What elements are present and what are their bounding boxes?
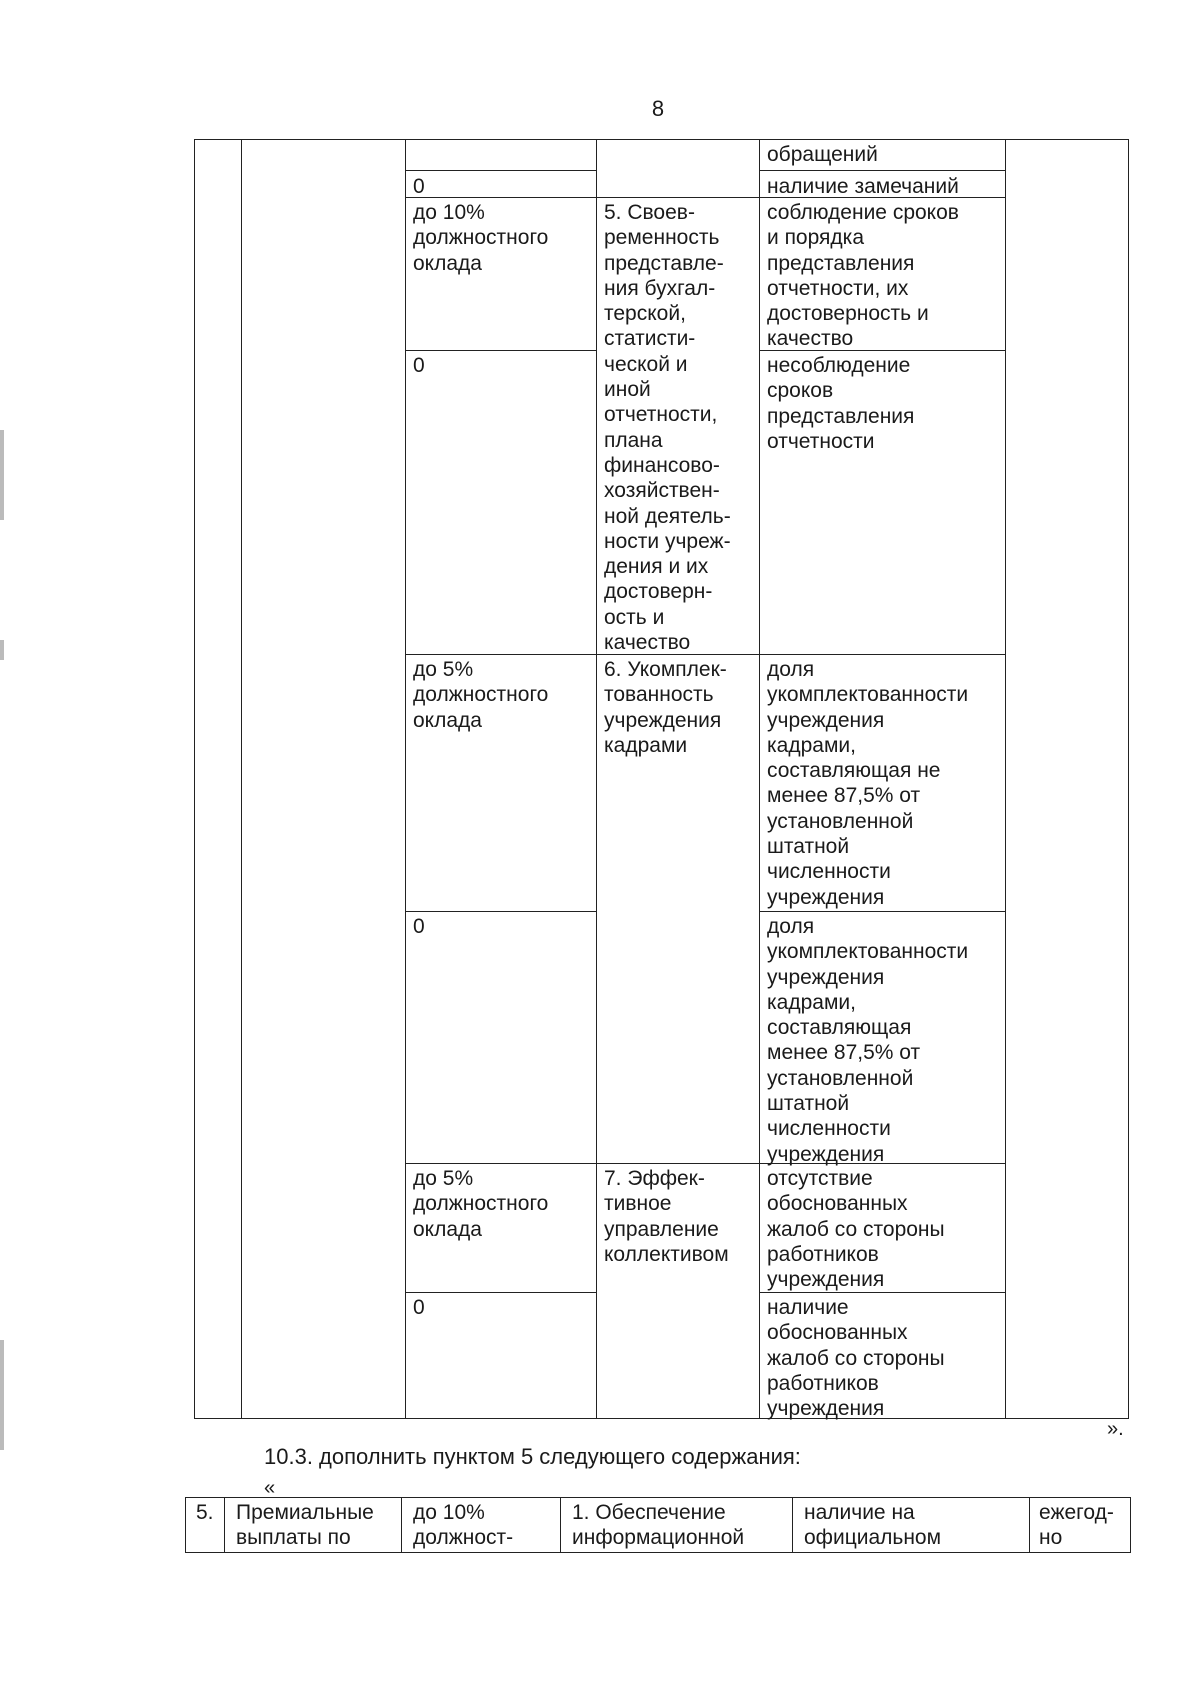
indicator-cell: наличие на официальном xyxy=(804,1501,942,1549)
payment-name-cell: Премиальные выплаты по xyxy=(236,1501,374,1549)
payment-cell: до 5% должностного оклада xyxy=(413,1167,549,1241)
closing-quote: ». xyxy=(1107,1418,1124,1440)
table-column-border xyxy=(792,1498,793,1552)
table-row-border xyxy=(759,170,1005,171)
scan-edge-mark xyxy=(0,640,4,660)
indicator-cell: доля укомплектованности учреждения кадрами, составляющая не менее 87,5% от установленной штатной численности учреждения xyxy=(767,658,969,909)
indicator-cell: несоблюдение сроков представления отчетности xyxy=(767,354,915,453)
indicator-cell: обращений xyxy=(767,143,878,166)
indicator-cell: соблюдение сроков и порядка представления отчетности, их достоверность и качество xyxy=(767,201,959,351)
opening-quote: « xyxy=(264,1477,276,1499)
indicator-cell: наличие обоснованных жалоб со стороны работников учреждения xyxy=(767,1296,945,1421)
period-cell: ежегод- но xyxy=(1039,1501,1114,1549)
criterion-cell: 5. Своев- ременность представле- ния бухгал- терской, статисти- ческой и иной отчетности, плана финансово- хозяйствен- ной деятель- ности учреж- дения и их достоверн- ость и качество xyxy=(604,201,731,655)
next-table xyxy=(185,1497,1131,1553)
payment-cell: 0 xyxy=(413,1296,425,1319)
table-column-border xyxy=(405,140,406,1418)
table-column-border xyxy=(224,1498,225,1552)
scan-edge-mark xyxy=(0,1340,4,1450)
table-row-border xyxy=(759,911,1005,912)
criteria-table xyxy=(194,139,1129,1419)
table-column-border xyxy=(1029,1498,1030,1552)
table-row-border xyxy=(405,350,596,351)
table-row-border xyxy=(405,1292,596,1293)
indicator-cell: доля укомплектованности учреждения кадрами, составляющая менее 87,5% от установленной штатной численности учреждения xyxy=(767,915,969,1166)
payment-cell: 0 xyxy=(413,175,425,198)
payment-cell: до 10% должностного оклада xyxy=(413,201,549,275)
table-column-border xyxy=(560,1498,561,1552)
page-number: 8 xyxy=(651,96,665,121)
row-number-cell: 5. xyxy=(196,1501,214,1524)
criterion-cell: 6. Укомплек- тованность учреждения кадрами xyxy=(604,658,727,757)
payment-cell: до 5% должностного оклада xyxy=(413,658,549,732)
table-row-border xyxy=(405,170,596,171)
table-column-border xyxy=(401,1498,402,1552)
table-column-border xyxy=(241,140,242,1418)
indicator-cell: наличие замечаний xyxy=(767,175,959,198)
table-column-border xyxy=(596,140,597,1418)
payment-amount-cell: до 10% должност- xyxy=(413,1501,514,1549)
payment-cell: 0 xyxy=(413,915,425,938)
criterion-cell: 1. Обеспечение информационной xyxy=(572,1501,745,1549)
amendment-paragraph: 10.3. дополнить пунктом 5 следующего содержания: xyxy=(264,1444,801,1469)
indicator-cell: отсутствие обоснованных жалоб со стороны работников учреждения xyxy=(767,1167,945,1292)
scan-edge-mark xyxy=(0,430,4,520)
criterion-cell: 7. Эффек- тивное управление коллективом xyxy=(604,1167,729,1266)
payment-cell: 0 xyxy=(413,354,425,377)
table-row-border xyxy=(405,911,596,912)
